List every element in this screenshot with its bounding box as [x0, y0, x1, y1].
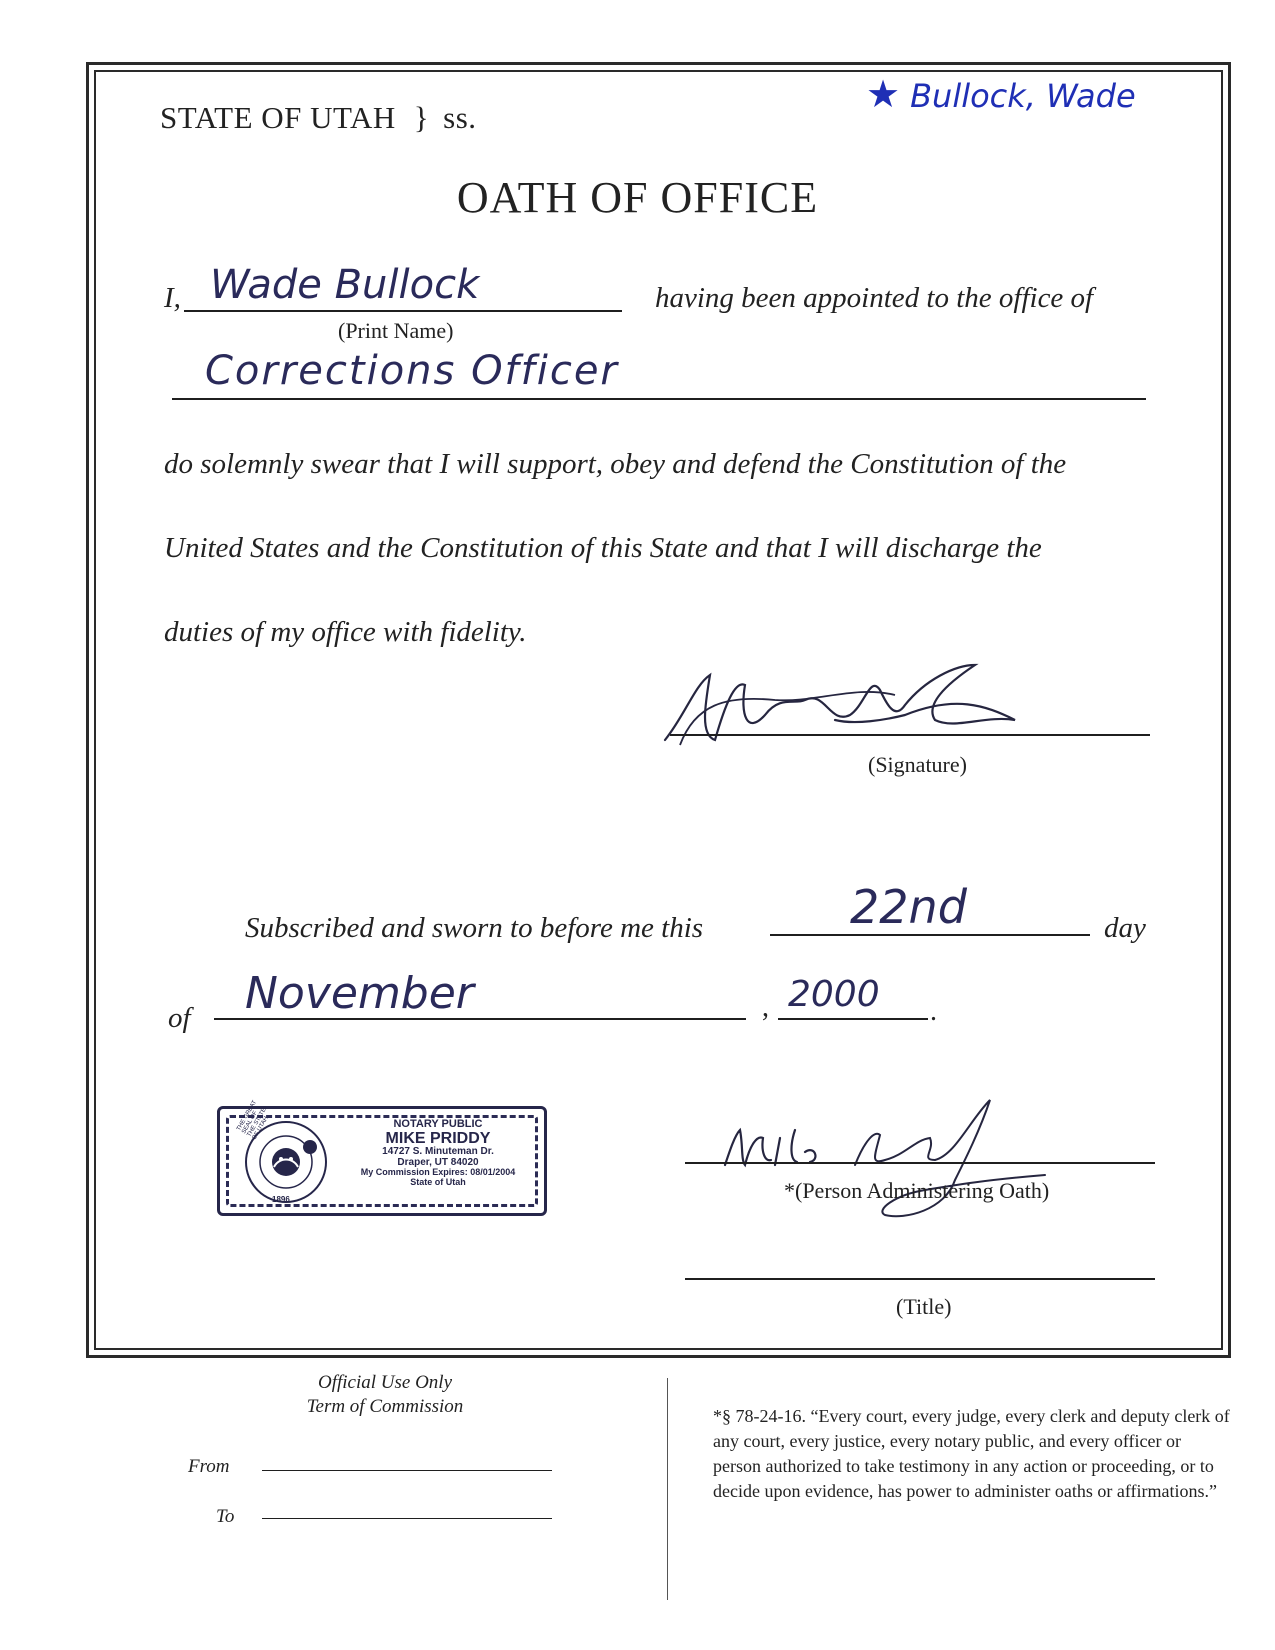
stamp-line-2: MIKE PRIDDY [385, 1129, 491, 1147]
annotation-name: Bullock, Wade [910, 77, 1136, 115]
oath-line-3: duties of my office with fidelity. [164, 616, 527, 648]
statute-footnote: *§ 78-24-16. “Every court, every judge, every clerk and deputy clerk of any court, every justice, every notary public, and every officer or person authorized to take testimony in any action or proceeding, or to decide upon evidence, has power to administer oaths or affirmations.” [713, 1406, 1230, 1501]
stamp-line-5: My Commission Expires: 08/01/2004 [360, 1167, 516, 1178]
day-handwritten: 22nd [850, 880, 967, 934]
office-line [172, 398, 1146, 400]
name-handwritten: Wade Bullock [210, 262, 480, 308]
appointed-text: having been appointed to the office of [655, 282, 1094, 314]
footer-divider [667, 1378, 668, 1600]
term-heading: Term of Commission [306, 1396, 464, 1417]
official-use-heading: Official Use Only [317, 1372, 453, 1393]
state-name: STATE OF UTAH [160, 100, 396, 135]
signature-caption: (Signature) [868, 752, 967, 777]
to-label: To [216, 1506, 235, 1527]
administrator-caption: *(Person Administering Oath) [784, 1178, 1050, 1203]
stamp-line-1: NOTARY PUBLIC [393, 1118, 483, 1130]
title-caption: (Title) [896, 1294, 952, 1319]
of-word: of [168, 1002, 191, 1034]
oath-line-2: United States and the Constitution of this State and that I will discharge the [164, 532, 1042, 564]
comma: , [762, 992, 769, 1023]
seal-year: 1896 [272, 1195, 290, 1204]
administrator-signature [705, 1080, 1065, 1230]
from-label: From [188, 1456, 230, 1477]
title-line [685, 1278, 1155, 1280]
subscribed-text: Subscribed and sworn to before me this [245, 912, 704, 944]
brace: } [413, 100, 430, 135]
stamp-text-block [338, 1119, 538, 1187]
from-line [262, 1470, 552, 1471]
notary-stamp [217, 1099, 547, 1216]
day-word: day [1104, 912, 1146, 944]
state-header [160, 100, 477, 136]
to-line [262, 1518, 552, 1519]
day-line [770, 934, 1090, 936]
year-handwritten: 2000 [788, 974, 880, 1015]
ss-label: ss. [443, 100, 477, 135]
print-name-caption: (Print Name) [338, 318, 454, 343]
office-handwritten: Corrections Officer [205, 348, 619, 394]
stamp-line-6: State of Utah [410, 1176, 466, 1187]
star-mark-icon: ★ [866, 72, 901, 116]
name-line [184, 310, 622, 312]
page-title: OATH OF OFFICE [456, 173, 819, 222]
month-handwritten: November [245, 968, 474, 1019]
oath-taker-signature [655, 645, 1035, 775]
administrator-line [685, 1162, 1155, 1164]
handwritten-annotation [866, 72, 1136, 116]
stamp-line-4: Draper, UT 84020 [397, 1156, 479, 1168]
year-line [778, 1018, 928, 1020]
signature-line [670, 734, 1150, 736]
period: . [930, 996, 937, 1027]
stamp-line-3: 14727 S. Minuteman Dr. [382, 1146, 494, 1158]
pronoun: I, [164, 282, 181, 314]
seal-text: THE GREAT SEAL OF THE STATE OF UTAH [236, 1099, 270, 1141]
oath-line-1: do solemnly swear that I will support, obey and defend the Constitution of the [164, 448, 1067, 480]
